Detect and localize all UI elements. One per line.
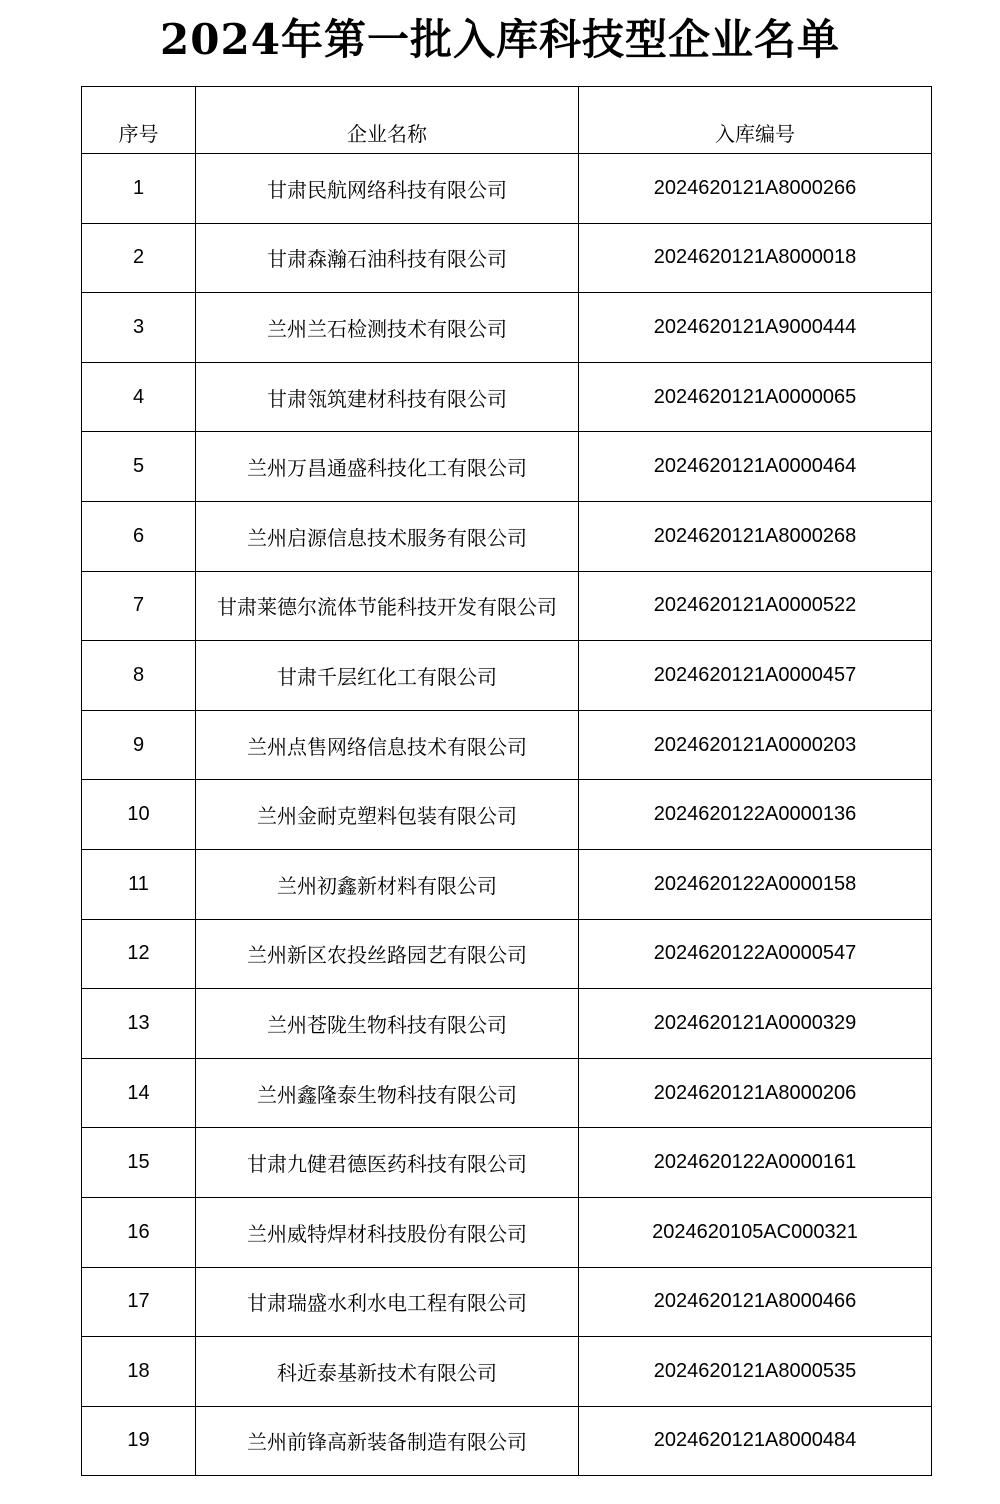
table-row: [82, 1337, 932, 1407]
registration-code: 2024620121A0000329: [579, 989, 932, 1059]
registration-code: 2024620105AC000321: [579, 1197, 932, 1267]
registration-code: 2024620121A9000444: [579, 293, 932, 363]
company-name: 兰州苍陇生物科技有限公司: [196, 989, 579, 1059]
company-name: 兰州新区农投丝路园艺有限公司: [196, 919, 579, 989]
row-number: 11: [82, 849, 196, 919]
registration-code: 2024620121A0000065: [579, 362, 932, 432]
column-header-company-name: 企业名称: [196, 87, 579, 154]
table-row: [82, 989, 932, 1059]
row-number: 15: [82, 1128, 196, 1198]
registration-code: 2024620122A0000136: [579, 780, 932, 850]
row-number: 19: [82, 1406, 196, 1476]
table-body: [82, 154, 932, 1476]
table-row: [82, 362, 932, 432]
registration-code: 2024620121A8000268: [579, 501, 932, 571]
registration-code: 2024620121A8000018: [579, 223, 932, 293]
registration-code: 2024620122A0000158: [579, 849, 932, 919]
table-row: [82, 1406, 932, 1476]
registration-code: 2024620121A8000266: [579, 154, 932, 224]
company-name: 甘肃九健君德医药科技有限公司: [196, 1128, 579, 1198]
column-header-number: 序号: [82, 87, 196, 154]
registration-code: 2024620121A0000203: [579, 710, 932, 780]
company-name: 甘肃莱德尔流体节能科技开发有限公司: [196, 571, 579, 641]
registration-code: 2024620121A8000484: [579, 1406, 932, 1476]
row-number: 12: [82, 919, 196, 989]
page-title: 2024年第一批入库科技型企业名单: [160, 15, 840, 64]
company-name: 兰州初鑫新材料有限公司: [196, 849, 579, 919]
registration-code: 2024620121A0000522: [579, 571, 932, 641]
registration-code: 2024620122A0000547: [579, 919, 932, 989]
company-name: 兰州前锋高新装备制造有限公司: [196, 1406, 579, 1476]
table-row: [82, 849, 932, 919]
row-number: 5: [82, 432, 196, 502]
table-row: [82, 293, 932, 363]
table-row: [82, 1058, 932, 1128]
row-number: 6: [82, 501, 196, 571]
row-number: 14: [82, 1058, 196, 1128]
table-row: [82, 432, 932, 502]
registration-code: 2024620121A8000466: [579, 1267, 932, 1337]
row-number: 9: [82, 710, 196, 780]
table-row: [82, 223, 932, 293]
table-row: [82, 154, 932, 224]
table-row: [82, 919, 932, 989]
table-row: [82, 1197, 932, 1267]
table-row: [82, 780, 932, 850]
company-name: 甘肃森瀚石油科技有限公司: [196, 223, 579, 293]
row-number: 3: [82, 293, 196, 363]
row-number: 8: [82, 641, 196, 711]
row-number: 16: [82, 1197, 196, 1267]
registration-code: 2024620121A8000206: [579, 1058, 932, 1128]
table-row: [82, 641, 932, 711]
row-number: 13: [82, 989, 196, 1059]
company-name: 科近泰基新技术有限公司: [196, 1337, 579, 1407]
table-row: [82, 1267, 932, 1337]
registration-code: 2024620121A8000535: [579, 1337, 932, 1407]
company-name: 甘肃瓴筑建材科技有限公司: [196, 362, 579, 432]
column-header-registration-code: 入库编号: [579, 87, 932, 154]
company-name: 兰州鑫隆泰生物科技有限公司: [196, 1058, 579, 1128]
row-number: 2: [82, 223, 196, 293]
registration-code: 2024620121A0000457: [579, 641, 932, 711]
company-name: 甘肃千层红化工有限公司: [196, 641, 579, 711]
table-row: [82, 710, 932, 780]
row-number: 7: [82, 571, 196, 641]
row-number: 10: [82, 780, 196, 850]
company-name: 兰州启源信息技术服务有限公司: [196, 501, 579, 571]
company-name: 兰州威特焊材科技股份有限公司: [196, 1197, 579, 1267]
company-name: 兰州兰石检测技术有限公司: [196, 293, 579, 363]
company-name: 兰州万昌通盛科技化工有限公司: [196, 432, 579, 502]
row-number: 17: [82, 1267, 196, 1337]
table-row: [82, 1128, 932, 1198]
row-number: 1: [82, 154, 196, 224]
table-header-row: [82, 87, 932, 154]
registration-code: 2024620121A0000464: [579, 432, 932, 502]
company-name: 甘肃瑞盛水利水电工程有限公司: [196, 1267, 579, 1337]
table-row: [82, 501, 932, 571]
company-name: 兰州金耐克塑料包装有限公司: [196, 780, 579, 850]
enterprise-table: [81, 86, 932, 1476]
row-number: 4: [82, 362, 196, 432]
registration-code: 2024620122A0000161: [579, 1128, 932, 1198]
company-name: 甘肃民航网络科技有限公司: [196, 154, 579, 224]
company-name: 兰州点售网络信息技术有限公司: [196, 710, 579, 780]
table-row: [82, 571, 932, 641]
row-number: 18: [82, 1337, 196, 1407]
